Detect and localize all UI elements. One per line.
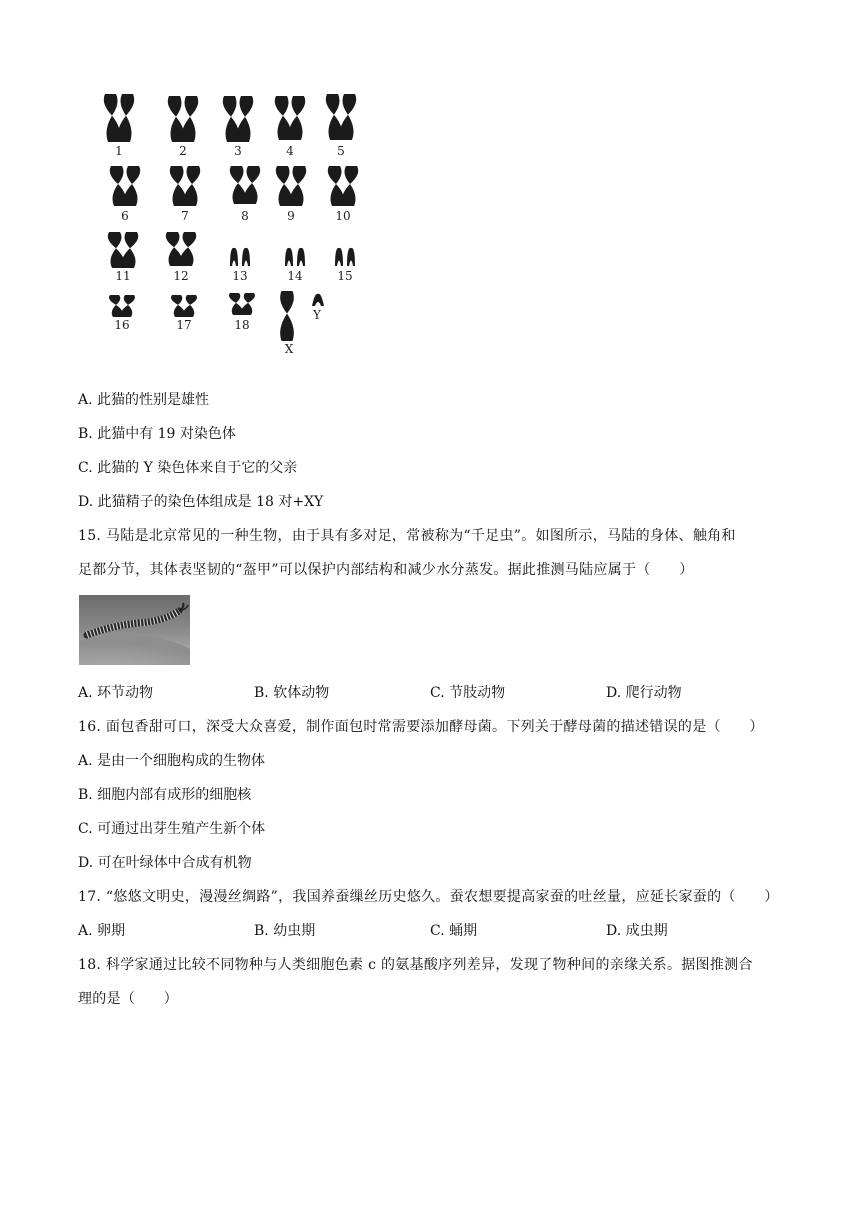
chromosome-glyph	[276, 166, 292, 206]
chromosome-glyph	[166, 232, 182, 266]
chromosome-glyph	[230, 166, 246, 204]
q17-option-b: B. 幼虫期	[254, 923, 316, 939]
chromosome-label: 6	[121, 209, 129, 223]
chromosome-glyph	[285, 248, 293, 266]
q15-option-a: A. 环节动物	[78, 685, 154, 701]
millipede-photo	[79, 595, 190, 665]
chromosome-glyph	[182, 96, 198, 142]
chromosome-label: 15	[337, 269, 353, 283]
q16-option-b: B. 细胞内部有成形的细胞核	[78, 787, 252, 803]
chromosome-label: 13	[232, 269, 248, 283]
chromosome-label-y: Y	[313, 308, 321, 322]
chromosome-label: 5	[337, 144, 345, 158]
chromosome-glyph	[289, 96, 305, 140]
chromosome-label: 17	[176, 318, 192, 332]
q14-option-d: D. 此猫精子的染色体组成是 18 对+XY	[78, 494, 324, 510]
chromosome-glyph	[244, 166, 260, 204]
chromosome-glyph	[229, 293, 243, 315]
chromosome-glyph	[122, 232, 138, 268]
chromosome-label: 16	[114, 318, 130, 332]
chromosome-label: 12	[173, 269, 189, 283]
chromosome-glyph	[297, 248, 305, 266]
chromosome-glyph	[340, 94, 356, 140]
chromosome-glyph	[230, 248, 238, 266]
karyotype-figure	[88, 84, 378, 364]
q15-option-c: C. 节肢动物	[430, 685, 506, 701]
chromosome-glyph	[109, 295, 123, 317]
chromosome-glyph	[328, 166, 344, 206]
chromosome-label: 1	[115, 144, 123, 158]
q15-option-b: B. 软体动物	[254, 685, 330, 701]
q14-option-c: C. 此猫的 Y 染色体来自于它的父亲	[78, 460, 298, 476]
chromosome-glyph	[124, 166, 140, 206]
chromosome-label: 10	[335, 209, 351, 223]
chromosome-label-x: X	[284, 342, 294, 356]
chromosome-glyph	[342, 166, 358, 206]
chromosome-glyph	[347, 248, 355, 266]
q16-option-a: A. 是由一个细胞构成的生物体	[78, 753, 266, 769]
chromosome-glyph	[223, 96, 239, 142]
chromosome-label: 9	[287, 209, 295, 223]
q14-option-a: A. 此猫的性别是雄性	[78, 392, 210, 408]
chromosome-glyph	[118, 94, 134, 142]
chromosome-label: 11	[115, 269, 131, 283]
chromosome-glyph	[170, 166, 186, 206]
q15-option-d: D. 爬行动物	[606, 685, 682, 701]
chromosome-glyph	[237, 96, 253, 142]
chromosome-glyph	[280, 291, 294, 341]
chromosome-glyph	[171, 295, 185, 317]
chromosome-glyph	[326, 94, 342, 140]
chromosome-label: 18	[234, 318, 250, 332]
chromosome-label: 14	[287, 269, 303, 283]
chromosome-glyph	[290, 166, 306, 206]
q17-stem: 17. “悠悠文明史，漫漫丝绸路”，我国养蚕缫丝历史悠久。蚕农想要提高家蚕的吐丝量，应延长家蚕的（ ）	[78, 889, 779, 905]
q16-option-c: C. 可通过出芽生殖产生新个体	[78, 821, 266, 837]
chromosome-label: 8	[241, 209, 249, 223]
chromosome-glyph	[275, 96, 291, 140]
q17-option-d: D. 成虫期	[606, 923, 668, 939]
q14-option-b: B. 此猫中有 19 对染色体	[78, 426, 236, 442]
chromosome-glyph	[121, 295, 135, 317]
chromosome-glyph	[241, 293, 255, 315]
q16-stem: 16. 面包香甜可口，深受大众喜爱，制作面包时常需要添加酵母菌。下列关于酵母菌的描述错误的是（ ）	[78, 719, 764, 735]
q15-stem-line2: 足都分节，其体表坚韧的“盔甲”可以保护内部结构和减少水分蒸发。据此推测马陆应属于（ ）	[78, 562, 694, 578]
q17-option-a: A. 卵期	[78, 923, 126, 939]
chromosome-glyph	[110, 166, 126, 206]
chromosome-label: 2	[179, 144, 187, 158]
q16-option-d: D. 可在叶绿体中合成有机物	[78, 855, 252, 871]
chromosome-label: 3	[234, 144, 242, 158]
q15-stem-line1: 15. 马陆是北京常见的一种生物，由于具有多对足，常被称为“千足虫”。如图所示，马陆的身体、触角和	[78, 528, 736, 544]
chromosome-label: 7	[181, 209, 189, 223]
chromosome-glyph	[184, 166, 200, 206]
chromosome-pairs	[88, 84, 378, 364]
chromosome-glyph	[168, 96, 184, 142]
chromosome-glyph	[104, 94, 120, 142]
chromosome-glyph	[242, 248, 250, 266]
chromosome-label: 4	[286, 144, 294, 158]
q18-stem-line1: 18. 科学家通过比较不同物种与人类细胞色素 c 的氨基酸序列差异，发现了物种间的亲缘关系。据图推测合	[78, 957, 753, 973]
chromosome-glyph	[183, 295, 197, 317]
q17-option-c: C. 蛹期	[430, 923, 478, 939]
q18-stem-line2: 理的是（ ）	[78, 991, 179, 1007]
chromosome-glyph	[180, 232, 196, 266]
chromosome-glyph-y	[312, 294, 324, 306]
chromosome-glyph	[108, 232, 124, 268]
chromosome-glyph	[335, 248, 343, 266]
